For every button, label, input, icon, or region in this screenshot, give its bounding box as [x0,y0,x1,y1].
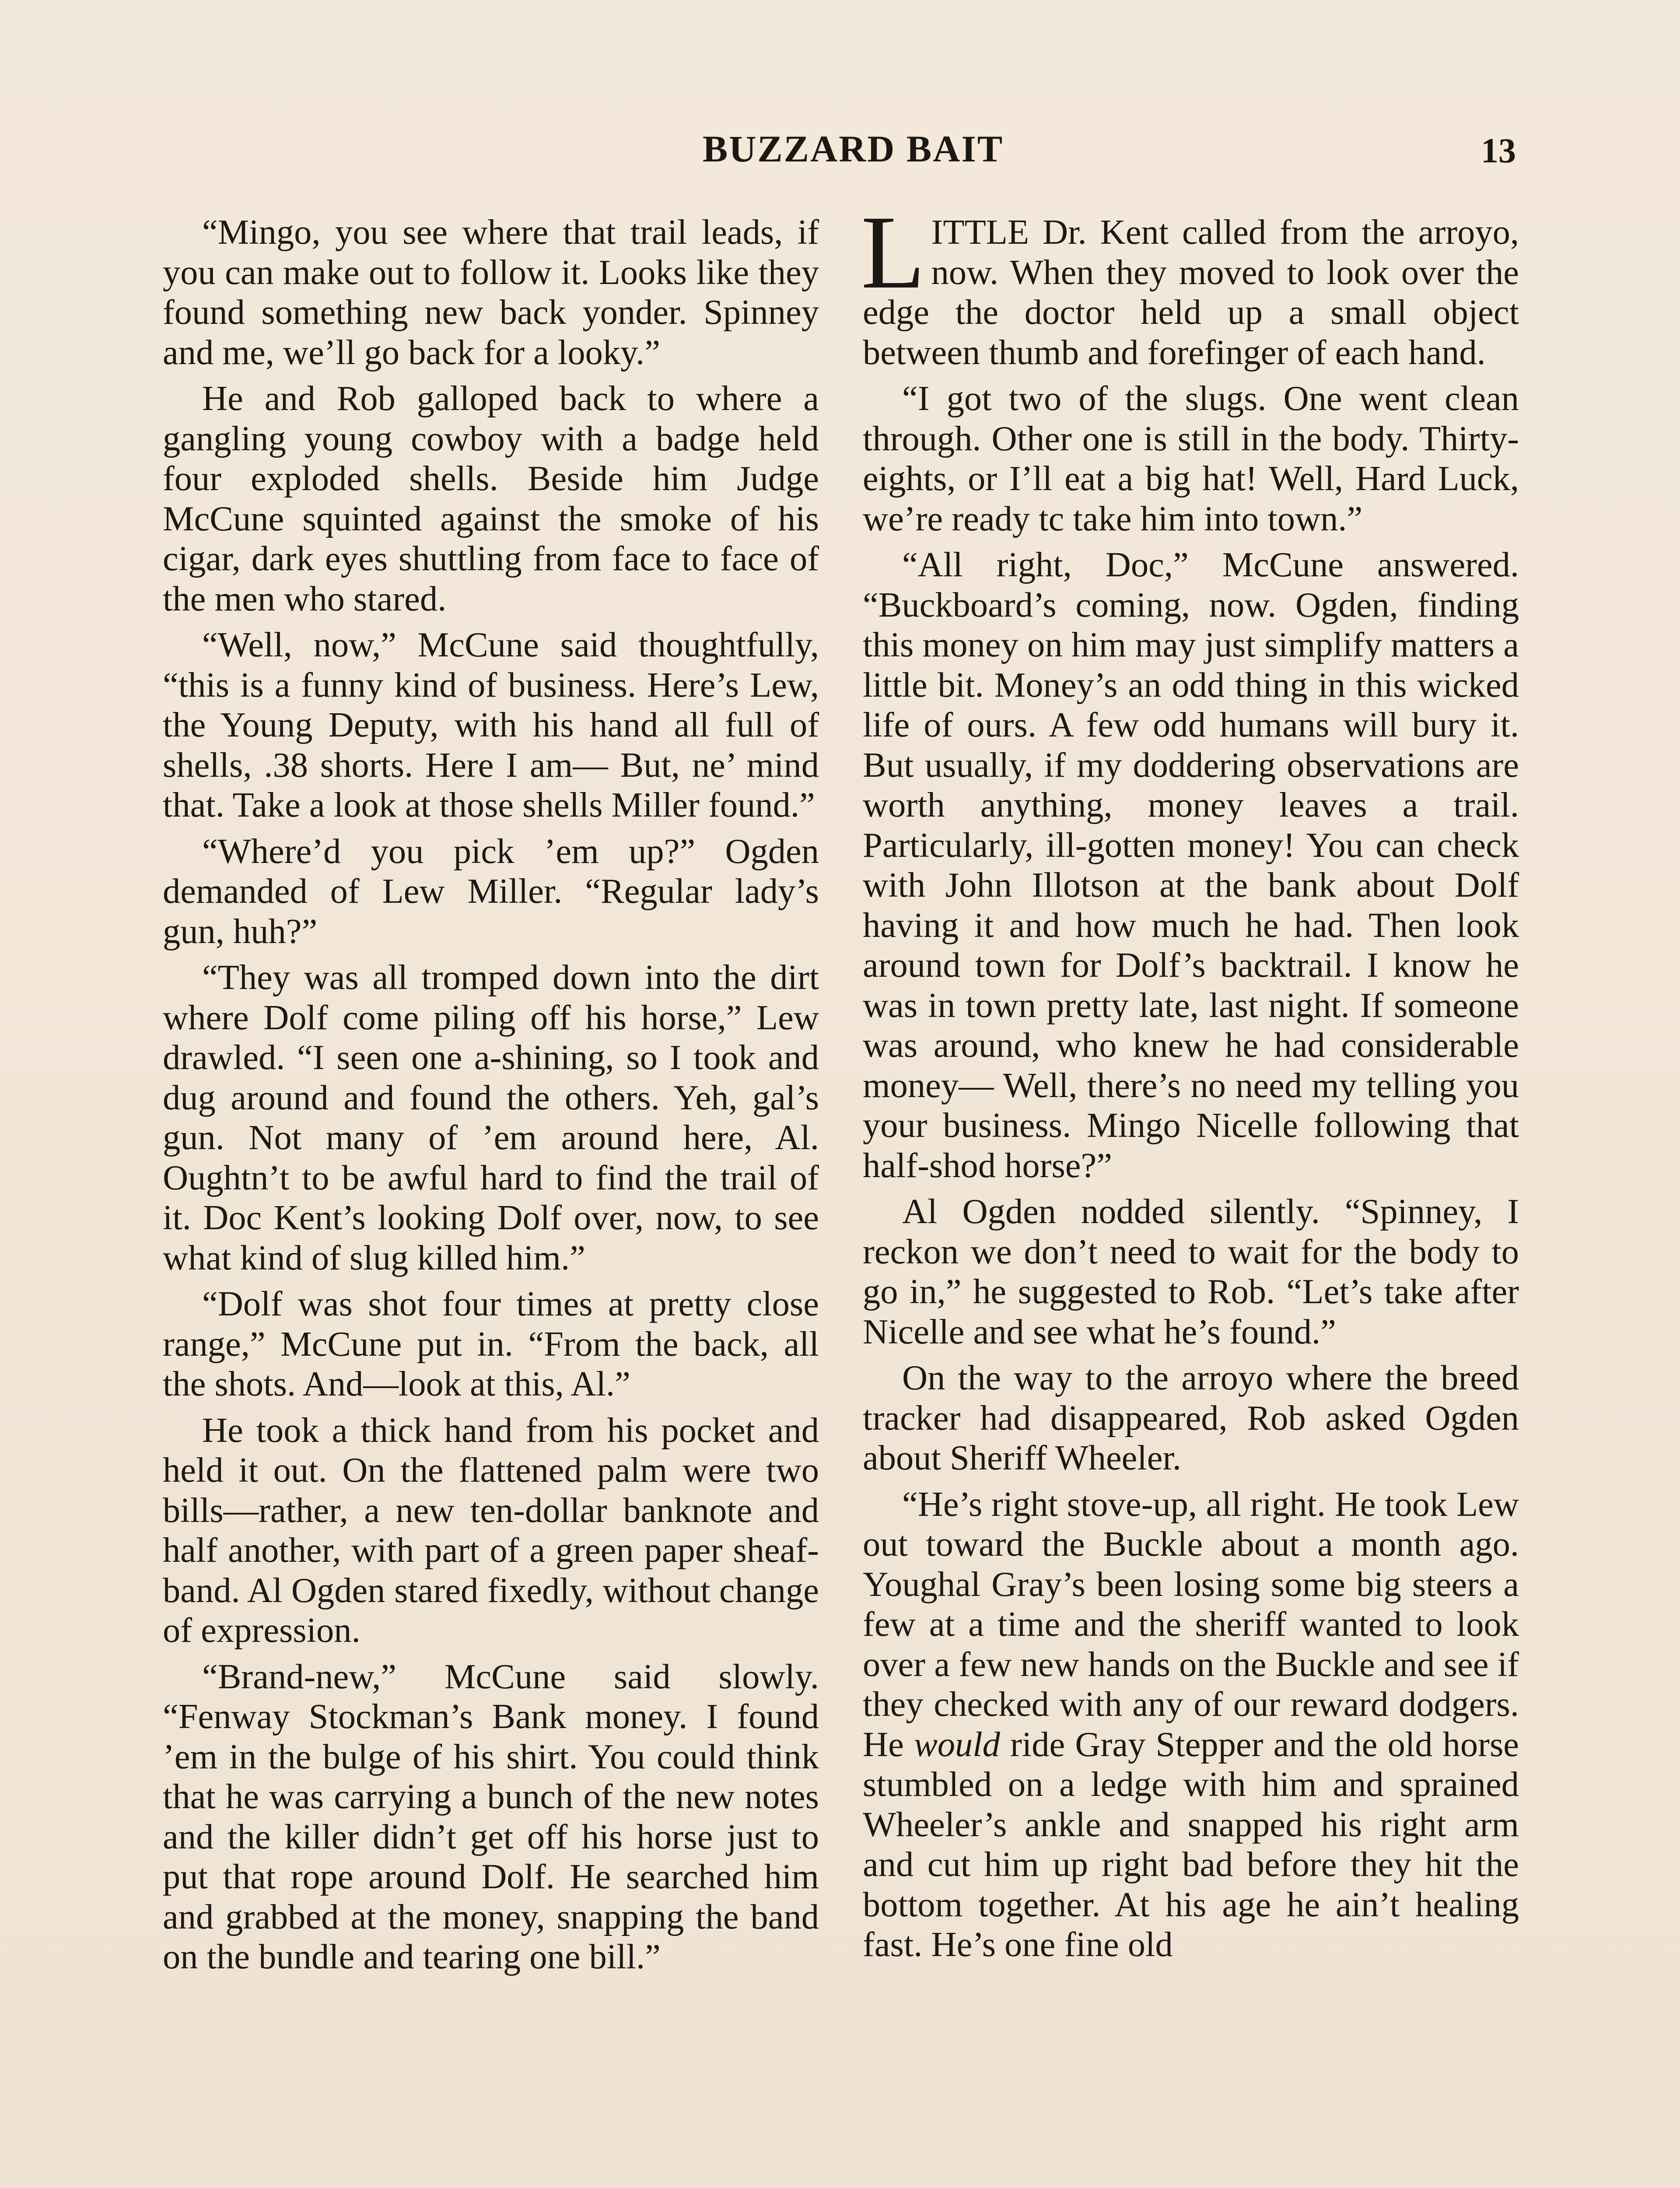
paragraph: “Dolf was shot four times at pretty close range,” McCune put in. “From the back, all the shots. And—look at this, Al.” [163,1284,819,1403]
left-text-column [163,212,819,1983]
paragraph: On the way to the arroyo where the breed tracker had disappeared, Rob asked Ogden about Sheriff Wheeler. [863,1358,1519,1477]
italic-word: would [914,1725,1000,1764]
paragraph: “Brand-new,” McCune said slowly. “Fenway Stockman’s Bank money. I found ’em in the bulge of his shirt. You could think that he was carrying a bunch of the new notes and the killer didn’t get off his horse just to put that rope around Dolf. He searched him and grabbed at the money, snapping the band on the bundle and tearing one bill.” [163,1657,819,1976]
opening-paragraph [861,194,1519,372]
paragraph: “All right, Doc,” McCune answered. “Buckboard’s coming, now. Ogden, finding this money on him may just simplify matters a little bit. Money’s an odd thing in this wicked life of ours. A few odd humans will bury it. But usually, if my doddering observations are worth anything, money leaves a trail. Particularly, ill-gotten money! You can check with John Illotson at the bank about Dolf having it and how much he had. Then look around town for Dolf’s backtrail. I know he was in town pretty late, last night. If someone was around, who knew he had considerable money— Well, there’s no need my telling you your business. Mingo Nicelle following that half-shod horse?” [863,545,1519,1185]
paragraph: He took a thick hand from his pocket and held it out. On the flattened palm were two bills—rather, a new ten-dollar banknote and half another, with part of a green paper sheaf-band. Al Ogden stared fixedly, without change of expression. [163,1410,819,1650]
closing-text-part-2: ride Gray Stepper and the old horse stumbled on a ledge with him and sprained Wheeler’s ankle and snapped his right arm and cut him up right bad before they hit the bottom together. At his age he ain’t healing fast. He’s one fine old [863,1725,1519,1964]
paragraph: Al Ogden nodded silently. “Spinney, I reckon we don’t need to wait for the body to go in,” he suggested to Rob. “Let’s take after Nicelle and see what he’s found.” [863,1192,1519,1351]
running-title: BUZZARD BAIT [702,128,1004,170]
paragraph: He and Rob galloped back to where a gangling young cowboy with a badge held four exploded shells. Beside him Judge McCune squinted against the smoke of his cigar, dark eyes shuttling from face to face of the men who stared. [163,379,819,618]
paragraph: “I got two of the slugs. One went clean through. Other one is still in the body. Thirty-eights, or I’ll eat a big hat! Well, Hard Luck, we’re ready tc take him into town.” [863,379,1519,538]
paragraph: “Mingo, you see where that trail leads, if you can make out to follow it. Looks like they found something new back yonder. Spinney and me, we’ll go back for a looky.” [163,213,819,372]
right-text-column [861,194,1519,1971]
closing-text-part-1: “He’s right stove-up, all right. He took Lew out toward the Buckle about a month ago. Youghal Gray’s been losing some big steers a few at a time and the sheriff wanted to look over a few new hands on the Buckle and see if they checked with any of our reward dodgers. He [863,1484,1519,1764]
closing-paragraph [863,1484,1519,1965]
opening-paragraph-text: ITTLE Dr. Kent called from the arroyo, now. When they moved to look over the edge the doctor held up a small object between thumb and forefinger of each hand. [863,213,1519,372]
page-number: 13 [1481,132,1516,170]
paragraph: “They was all tromped down into the dirt where Dolf come piling off his horse,” Lew drawled. “I seen one a-shining, so I took and dug around and found the others. Yeh, gal’s gun. Not many of ’em around here, Al. Oughtn’t to be awful hard to find the trail of it. Doc Kent’s looking Dolf over, now, to see what kind of slug killed him.” [163,958,819,1277]
paragraph: “Well, now,” McCune said thoughtfully, “this is a funny kind of business. Here’s Lew, the Young Deputy, with his hand all full of shells, .38 shorts. Here I am— But, ne’ mind that. Take a look at those shells Miller found.” [163,625,819,824]
drop-cap: L [861,194,925,310]
paragraph: “Where’d you pick ’em up?” Ogden demanded of Lew Miller. “Regular lady’s gun, huh?” [163,831,819,951]
